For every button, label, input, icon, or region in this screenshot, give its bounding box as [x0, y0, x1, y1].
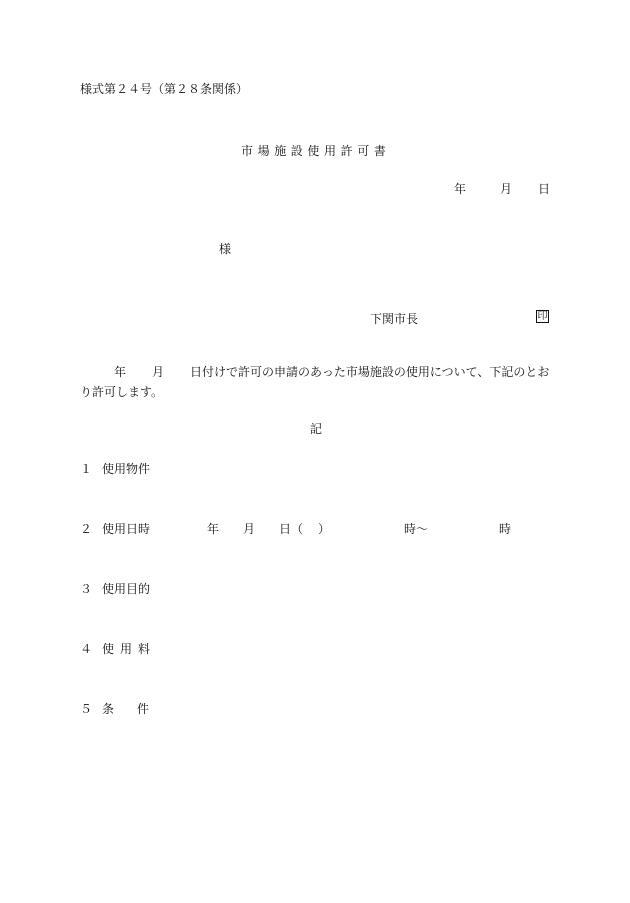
- item-label: 使用目的: [102, 582, 151, 596]
- issuer-name: 下関市長: [370, 312, 419, 326]
- datetime-to: 時: [499, 522, 512, 536]
- item-number: ２: [80, 522, 93, 536]
- item-conditions: [80, 703, 172, 715]
- issue-date-month: 月: [499, 182, 512, 196]
- item-label: 使用日時: [102, 522, 151, 536]
- datetime-month: 月: [243, 522, 256, 536]
- item-datetime: [80, 523, 150, 535]
- seal-icon: 印: [537, 311, 548, 322]
- body-year: 年: [114, 365, 127, 379]
- datetime-year: 年: [207, 522, 220, 536]
- item-fee: [80, 643, 156, 655]
- issue-date-day: 日: [537, 182, 550, 196]
- ki-heading: 記: [310, 422, 323, 436]
- datetime-paren-open: （: [291, 522, 304, 536]
- item-label: 使用料: [102, 642, 157, 656]
- addressee-suffix: 様: [219, 242, 232, 256]
- permission-body-text: [80, 362, 552, 402]
- item-number: １: [80, 462, 93, 476]
- form-number: 様式第２４号（第２８条関係）: [80, 82, 249, 96]
- datetime-day: 日: [279, 522, 292, 536]
- body-rest: 日付けで許可の申請のあった市場施設の使用について、下記のとおり許可します。: [80, 365, 550, 399]
- document-title: 市場施設使用許可書: [241, 144, 391, 158]
- datetime-from: 時～: [404, 522, 429, 536]
- item-purpose: [80, 583, 150, 595]
- item-label: 使用物件: [102, 462, 151, 476]
- issue-date-year: 年: [453, 182, 466, 196]
- item-number: ５: [80, 702, 93, 716]
- item-number: ４: [80, 642, 93, 656]
- datetime-paren-close: ）: [318, 522, 331, 536]
- item-property: [80, 463, 150, 475]
- item-label: 条件: [102, 702, 173, 716]
- body-month: 月: [152, 365, 165, 379]
- issue-date: [454, 183, 550, 195]
- item-number: ３: [80, 582, 93, 596]
